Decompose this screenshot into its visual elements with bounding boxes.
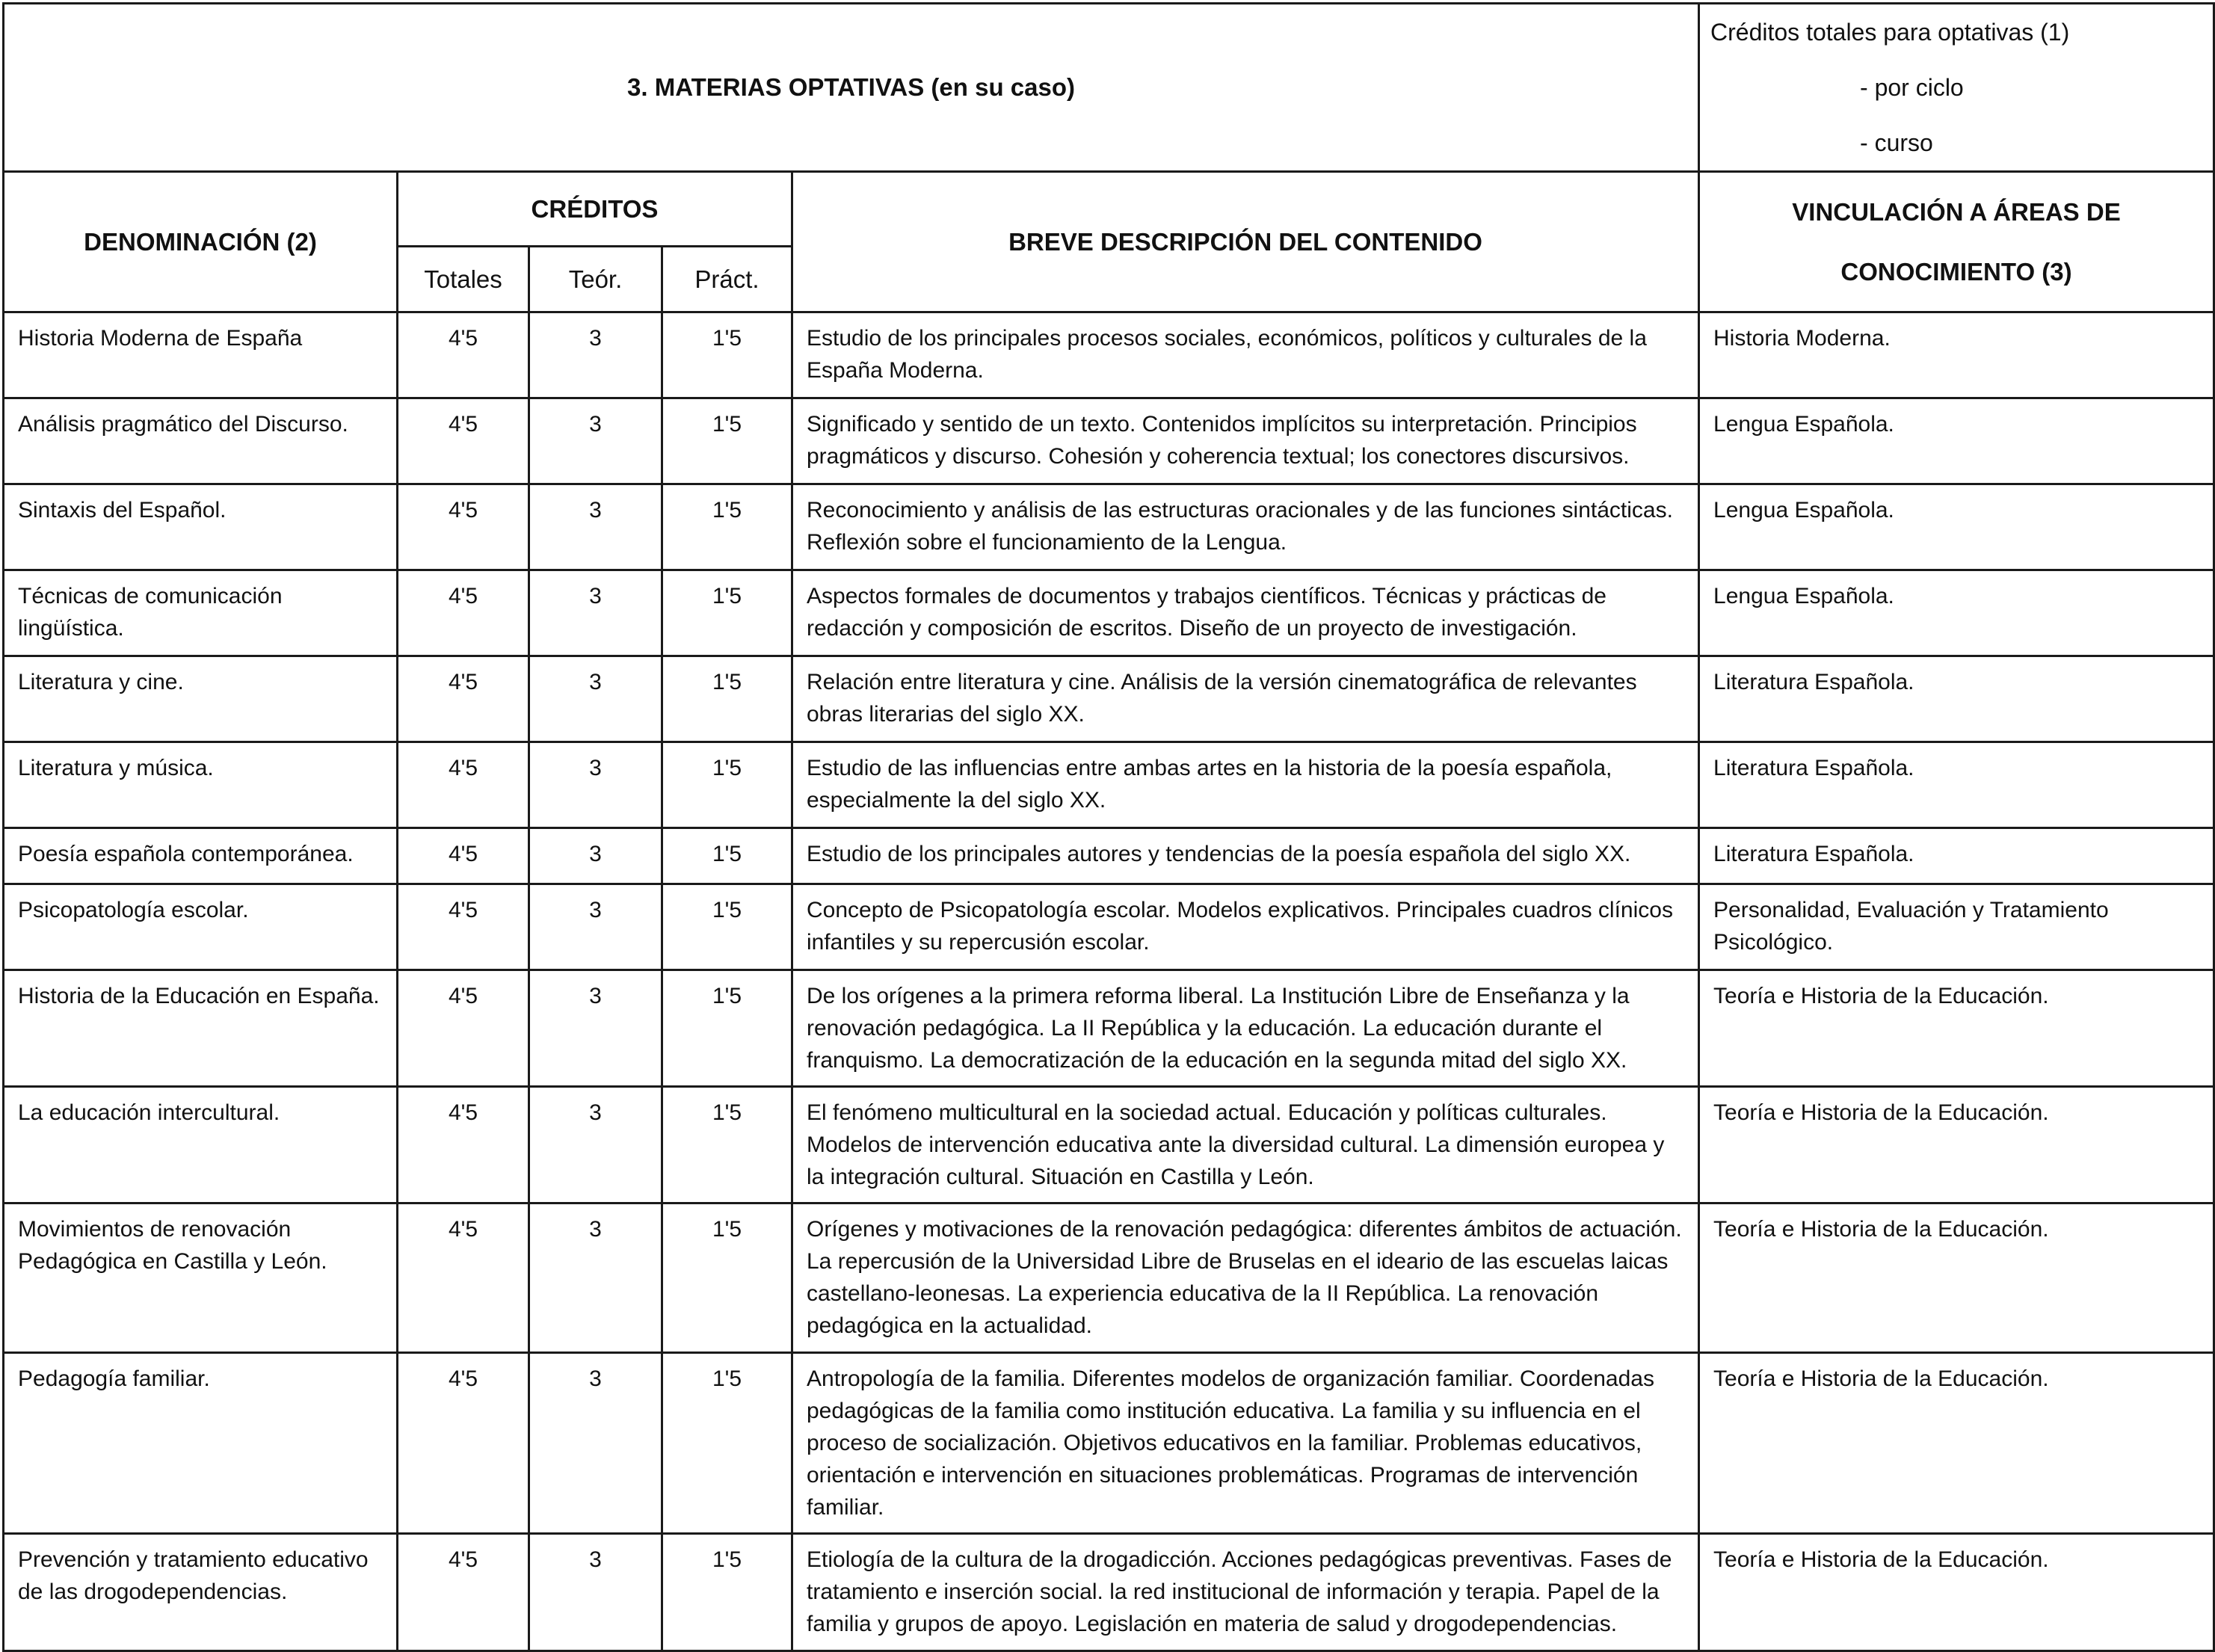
credits-theory: 3 bbox=[529, 1203, 662, 1353]
section-title: 3. MATERIAS OPTATIVAS (en su caso) bbox=[4, 4, 1699, 172]
knowledge-area: Literatura Española. bbox=[1699, 656, 2214, 742]
content-description: Reconocimiento y análisis de las estructuras oracionales y de las funciones sintácticas. Reflexión sobre el funcionamiento de la Lengua. bbox=[792, 484, 1699, 570]
credits-box-line3: - curso bbox=[1860, 129, 1933, 156]
table-row bbox=[4, 398, 2214, 484]
subject-name: Análisis pragmático del Discurso. bbox=[4, 398, 398, 484]
credits-total: 4'5 bbox=[398, 1534, 529, 1651]
content-description: Concepto de Psicopatología escolar. Modelos explicativos. Principales cuadros clínicos infantiles y su repercusión escolar. bbox=[792, 884, 1699, 970]
subject-name: Historia Moderna de España bbox=[4, 312, 398, 398]
credits-total: 4'5 bbox=[398, 1353, 529, 1534]
credits-theory: 3 bbox=[529, 312, 662, 398]
credits-theory: 3 bbox=[529, 570, 662, 656]
credits-theory: 3 bbox=[529, 398, 662, 484]
credits-practice: 1'5 bbox=[662, 1203, 792, 1353]
table-row bbox=[4, 1534, 2214, 1651]
knowledge-area: Lengua Española. bbox=[1699, 398, 2214, 484]
credits-total: 4'5 bbox=[398, 884, 529, 970]
header-vinculacion-line1: VINCULACIÓN A ÁREAS DE bbox=[1792, 197, 2121, 226]
subject-name: Movimientos de renovación Pedagógica en Castilla y León. bbox=[4, 1203, 398, 1353]
content-description: Aspectos formales de documentos y trabajos científicos. Técnicas y prácticas de redacción y composición de escritos. Diseño de un proyecto de investigación. bbox=[792, 570, 1699, 656]
knowledge-area: Teoría e Historia de la Educación. bbox=[1699, 1353, 2214, 1534]
subject-name: Sintaxis del Español. bbox=[4, 484, 398, 570]
credits-theory: 3 bbox=[529, 970, 662, 1087]
subject-name: Literatura y música. bbox=[4, 742, 398, 828]
knowledge-area: Historia Moderna. bbox=[1699, 312, 2214, 398]
content-description: Significado y sentido de un texto. Contenidos implícitos su interpretación. Principios pragmáticos y discurso. Cohesión y coherencia textual; los conectores discursivos. bbox=[792, 398, 1699, 484]
table-row bbox=[4, 570, 2214, 656]
knowledge-area: Teoría e Historia de la Educación. bbox=[1699, 1534, 2214, 1651]
credits-box-line1: Créditos totales para optativas (1) bbox=[1710, 19, 2070, 46]
content-description: El fenómeno multicultural en la sociedad actual. Educación y políticas culturales. Modelos de intervención educativa ante la diversidad cultural. La dimensión europea y la integración cultural. Situación en Castilla y León. bbox=[792, 1087, 1699, 1203]
knowledge-area: Lengua Española. bbox=[1699, 570, 2214, 656]
subject-name: Psicopatología escolar. bbox=[4, 884, 398, 970]
credits-practice: 1'5 bbox=[662, 828, 792, 884]
credits-practice: 1'5 bbox=[662, 656, 792, 742]
knowledge-area: Lengua Española. bbox=[1699, 484, 2214, 570]
credits-total: 4'5 bbox=[398, 1203, 529, 1353]
credits-theory: 3 bbox=[529, 884, 662, 970]
subject-name: Historia de la Educación en España. bbox=[4, 970, 398, 1087]
optional-subjects-table bbox=[2, 2, 2215, 1652]
content-description: Relación entre literatura y cine. Análisis de la versión cinematográfica de relevantes obras literarias del siglo XX. bbox=[792, 656, 1699, 742]
credits-total: 4'5 bbox=[398, 828, 529, 884]
credits-box-line2: - por ciclo bbox=[1860, 74, 1964, 101]
header-pract: Práct. bbox=[662, 247, 792, 312]
table-row bbox=[4, 656, 2214, 742]
credits-practice: 1'5 bbox=[662, 1353, 792, 1534]
content-description: De los orígenes a la primera reforma liberal. La Institución Libre de Enseñanza y la renovación pedagógica. La II República y la educación. La educación durante el franquismo. La democratización de la educación en la segunda mitad del siglo XX. bbox=[792, 970, 1699, 1087]
credits-total: 4'5 bbox=[398, 398, 529, 484]
content-description: Estudio de los principales autores y tendencias de la poesía española del siglo XX. bbox=[792, 828, 1699, 884]
credits-practice: 1'5 bbox=[662, 570, 792, 656]
header-vinculacion bbox=[1699, 172, 2214, 312]
knowledge-area: Personalidad, Evaluación y Tratamiento Psicológico. bbox=[1699, 884, 2214, 970]
credits-theory: 3 bbox=[529, 484, 662, 570]
credits-theory: 3 bbox=[529, 1534, 662, 1651]
header-teor: Teór. bbox=[529, 247, 662, 312]
header-creditos: CRÉDITOS bbox=[398, 172, 792, 247]
content-description: Orígenes y motivaciones de la renovación pedagógica: diferentes ámbitos de actuación. La repercusión de la Universidad Libre de Bruselas en el ideario de las escuelas laicas castellano-leonesas. La experiencia educativa de la II República. La renovación pedagógica en la actualidad. bbox=[792, 1203, 1699, 1353]
credits-total: 4'5 bbox=[398, 1087, 529, 1203]
header-denominacion: DENOMINACIÓN (2) bbox=[4, 172, 398, 312]
table-row bbox=[4, 1353, 2214, 1534]
subject-name: Pedagogía familiar. bbox=[4, 1353, 398, 1534]
content-description: Etiología de la cultura de la drogadicción. Acciones pedagógicas preventivas. Fases de tratamiento e inserción social. la red institucional de información y terapia. Papel de la familia y grupos de apoyo. Legislación en materia de salud y drogodependencias. bbox=[792, 1534, 1699, 1651]
subject-name: Literatura y cine. bbox=[4, 656, 398, 742]
table-row bbox=[4, 970, 2214, 1087]
table-row bbox=[4, 1203, 2214, 1353]
credits-practice: 1'5 bbox=[662, 884, 792, 970]
header-descripcion: BREVE DESCRIPCIÓN DEL CONTENIDO bbox=[792, 172, 1699, 312]
subject-name: Poesía española contemporánea. bbox=[4, 828, 398, 884]
credits-theory: 3 bbox=[529, 656, 662, 742]
credits-theory: 3 bbox=[529, 1087, 662, 1203]
header-row-1 bbox=[4, 172, 2214, 247]
table-row bbox=[4, 312, 2214, 398]
subject-name: Técnicas de comunicación lingüística. bbox=[4, 570, 398, 656]
knowledge-area: Teoría e Historia de la Educación. bbox=[1699, 1087, 2214, 1203]
credits-theory: 3 bbox=[529, 742, 662, 828]
credits-total: 4'5 bbox=[398, 970, 529, 1087]
content-description: Estudio de las influencias entre ambas artes en la historia de la poesía española, especialmente la del siglo XX. bbox=[792, 742, 1699, 828]
credits-total: 4'5 bbox=[398, 312, 529, 398]
credits-total: 4'5 bbox=[398, 656, 529, 742]
table-row bbox=[4, 1087, 2214, 1203]
content-description: Estudio de los principales procesos sociales, económicos, políticos y culturales de la España Moderna. bbox=[792, 312, 1699, 398]
table-row bbox=[4, 828, 2214, 884]
credits-total: 4'5 bbox=[398, 742, 529, 828]
credits-box bbox=[1699, 4, 2214, 172]
header-vinculacion-line2: CONOCIMIENTO (3) bbox=[1840, 257, 2072, 286]
knowledge-area: Literatura Española. bbox=[1699, 742, 2214, 828]
credits-total: 4'5 bbox=[398, 570, 529, 656]
credits-total: 4'5 bbox=[398, 484, 529, 570]
credits-practice: 1'5 bbox=[662, 1534, 792, 1651]
subject-name: La educación intercultural. bbox=[4, 1087, 398, 1203]
credits-practice: 1'5 bbox=[662, 312, 792, 398]
table-row bbox=[4, 742, 2214, 828]
credits-practice: 1'5 bbox=[662, 742, 792, 828]
credits-practice: 1'5 bbox=[662, 1087, 792, 1203]
credits-practice: 1'5 bbox=[662, 484, 792, 570]
knowledge-area: Literatura Española. bbox=[1699, 828, 2214, 884]
credits-theory: 3 bbox=[529, 828, 662, 884]
subject-name: Prevención y tratamiento educativo de las drogodependencias. bbox=[4, 1534, 398, 1651]
table-row bbox=[4, 484, 2214, 570]
knowledge-area: Teoría e Historia de la Educación. bbox=[1699, 970, 2214, 1087]
credits-practice: 1'5 bbox=[662, 970, 792, 1087]
content-description: Antropología de la familia. Diferentes modelos de organización familiar. Coordenadas pedagógicas de la familia como institución educativa. La familia y su influencia en el proceso de socialización. Objetivos educativos en la familiar. Problemas educativos, orientación e intervención en situaciones problemáticas. Programas de intervención familiar. bbox=[792, 1353, 1699, 1534]
header-totales: Totales bbox=[398, 247, 529, 312]
section-title-row bbox=[4, 4, 2214, 172]
table-row bbox=[4, 884, 2214, 970]
credits-theory: 3 bbox=[529, 1353, 662, 1534]
credits-practice: 1'5 bbox=[662, 398, 792, 484]
knowledge-area: Teoría e Historia de la Educación. bbox=[1699, 1203, 2214, 1353]
